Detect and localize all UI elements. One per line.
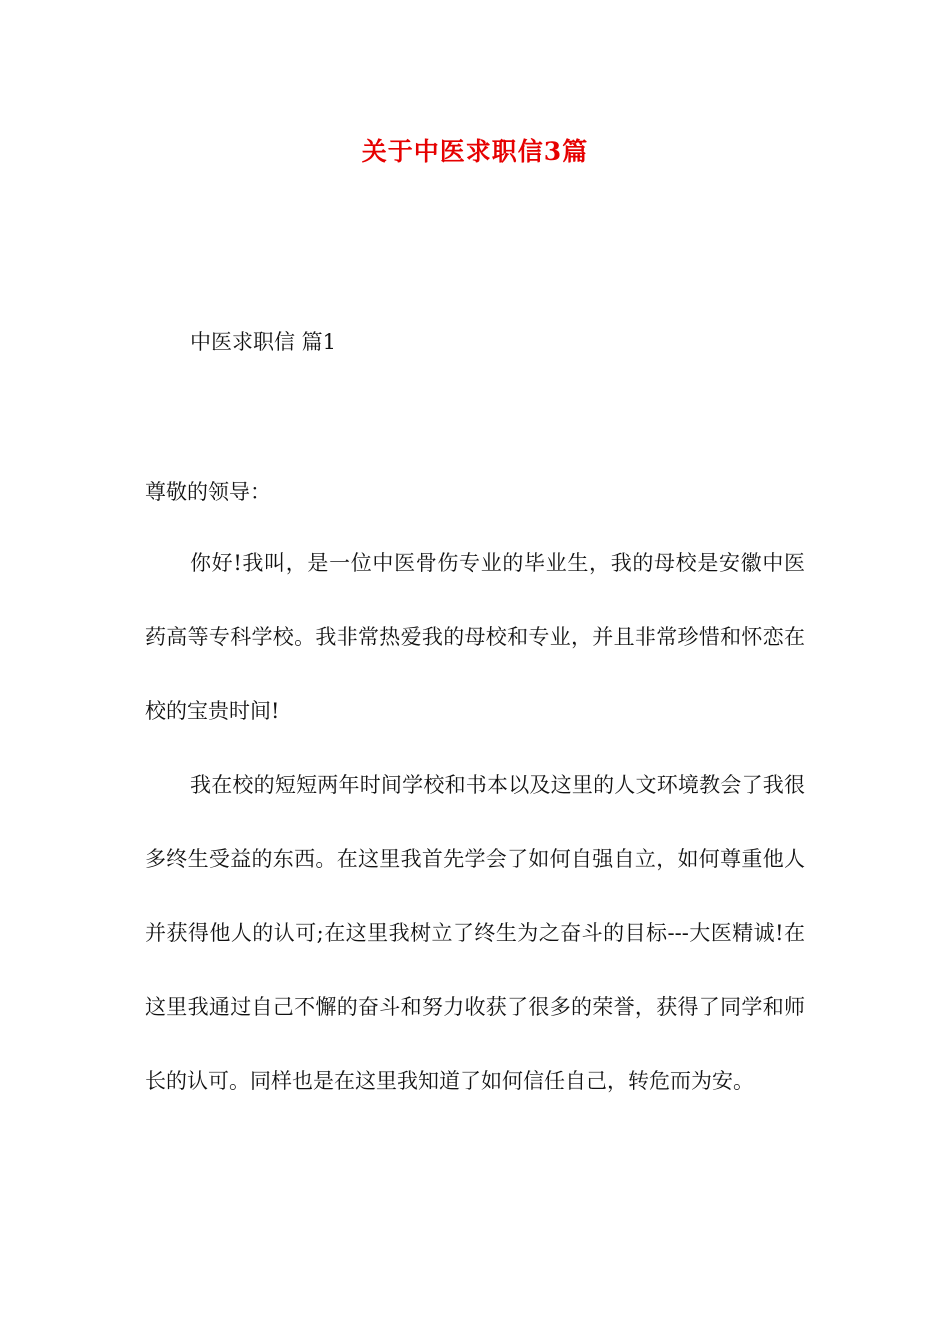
document-title: 关于中医求职信3篇	[361, 137, 589, 166]
section-heading: 中医求职信 篇1	[190, 330, 337, 354]
body-paragraph: 我在校的短短两年时间学校和书本以及这里的人文环境教会了我很多终生受益的东西。在这里我首先学会了如何自强自立，如何尊重他人并获得他人的认可;在这里我树立了终生为之奋斗的目标---大医精诚!在这里我通过自己不懈的奋斗和努力收获了很多的荣誉，获得了同学和师长的认可。同样也是在这里我知道了如何信任自己，转危而为安。	[145, 773, 805, 1093]
body-paragraph: 你好!我叫，是一位中医骨伤专业的毕业生，我的母校是安徽中医药高等专科学校。我非常热爱我的母校和专业，并且非常珍惜和怀恋在校的宝贵时间!	[145, 551, 805, 723]
salutation: 尊敬的领导：	[145, 480, 271, 504]
